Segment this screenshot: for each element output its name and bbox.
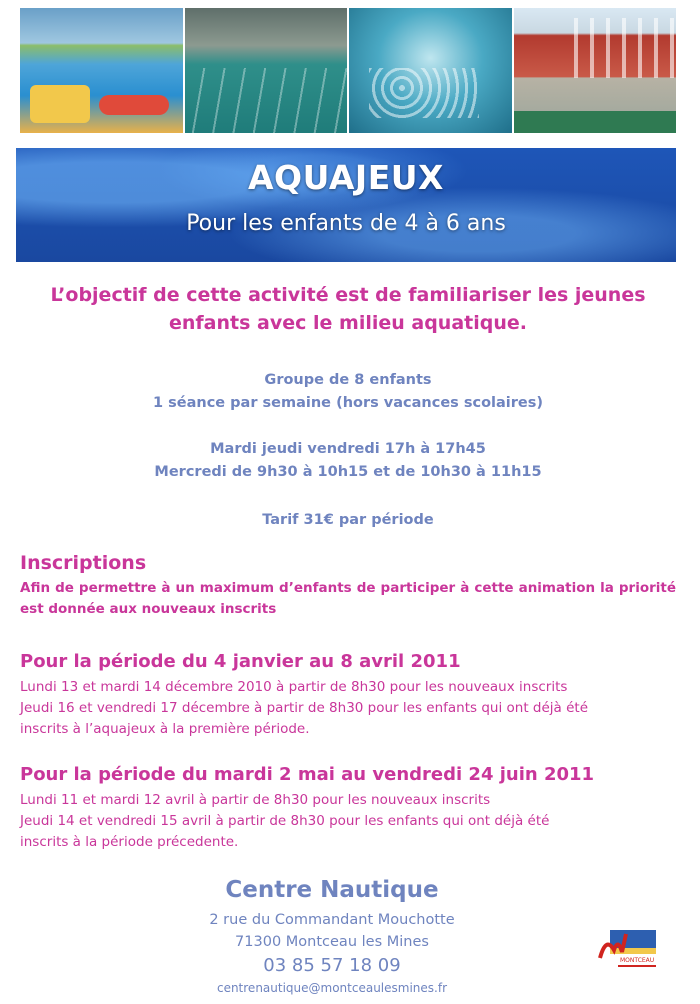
objective-statement <box>20 281 676 337</box>
logo-text: MONTCEAU <box>620 957 655 964</box>
period-1-line-2: Jeudi 16 et vendredi 17 décembre à partir de 8h30 pour les enfants qui ont déjà été <box>20 700 589 716</box>
period-2-line-3: inscrits à la période précedente. <box>20 834 239 850</box>
price-info <box>20 509 676 532</box>
period-2-heading: Pour la période du mardi 2 mai au vendredi 24 juin 2011 <box>20 764 595 785</box>
objective-line-2: enfants avec le milieu aquatique. <box>169 312 527 334</box>
inscriptions-heading: Inscriptions <box>20 552 147 574</box>
banner-title: AQUAJEUX <box>248 158 444 197</box>
phone-number: 03 85 57 18 09 <box>263 955 401 976</box>
group-size: Groupe de 8 enfants <box>264 372 432 388</box>
period-1-details <box>20 677 676 740</box>
period-2-line-2: Jeudi 14 et vendredi 15 avril à partir de 8h30 pour les enfants qui ont déjà été <box>20 813 550 829</box>
banner-subtitle: Pour les enfants de 4 à 6 ans <box>186 211 506 236</box>
centre-name: Centre Nautique <box>225 877 439 903</box>
title-banner <box>16 148 676 262</box>
period-1-heading: Pour la période du 4 janvier au 8 avril 2011 <box>20 651 461 672</box>
schedule-wednesday: Mercredi de 9h30 à 10h15 et de 10h30 à 11h15 <box>154 464 542 480</box>
photo-building-exterior <box>514 8 677 133</box>
period-2-details <box>20 790 676 853</box>
objective-line-1: L’objectif de cette activité est de familiariser les jeunes <box>50 284 646 306</box>
group-info <box>20 369 676 415</box>
period-2-line-1: Lundi 11 et mardi 12 avril à partir de 8h30 pour les nouveaux inscrits <box>20 792 491 808</box>
period-1-line-1: Lundi 13 et mardi 14 décembre 2010 à partir de 8h30 pour les nouveaux inscrits <box>20 679 568 695</box>
photo-wave-pool <box>349 8 512 133</box>
price: Tarif 31€ par période <box>262 512 434 528</box>
schedule-weekdays: Mardi jeudi vendredi 17h à 17h45 <box>210 441 486 457</box>
inscriptions-text: Afin de permettre à un maximum d’enfants de participer à cette animation la priorité est donnée aux nouveaux inscrits <box>20 580 676 617</box>
photo-strip <box>20 8 676 133</box>
schedule-info <box>20 438 676 484</box>
address-city: 71300 Montceau les Mines <box>235 934 429 950</box>
address-street: 2 rue du Commandant Mouchotte <box>209 912 455 928</box>
session-frequency: 1 séance par semaine (hors vacances scolaires) <box>152 395 544 411</box>
photo-lap-pool <box>185 8 348 133</box>
period-1-line-3: inscrits à l’aquajeux à la première période. <box>20 721 310 737</box>
email-address: centrenautique@montceaulesmines.fr <box>216 981 448 995</box>
montceau-logo-icon <box>596 928 660 976</box>
photo-kids-play-pool <box>20 8 183 133</box>
